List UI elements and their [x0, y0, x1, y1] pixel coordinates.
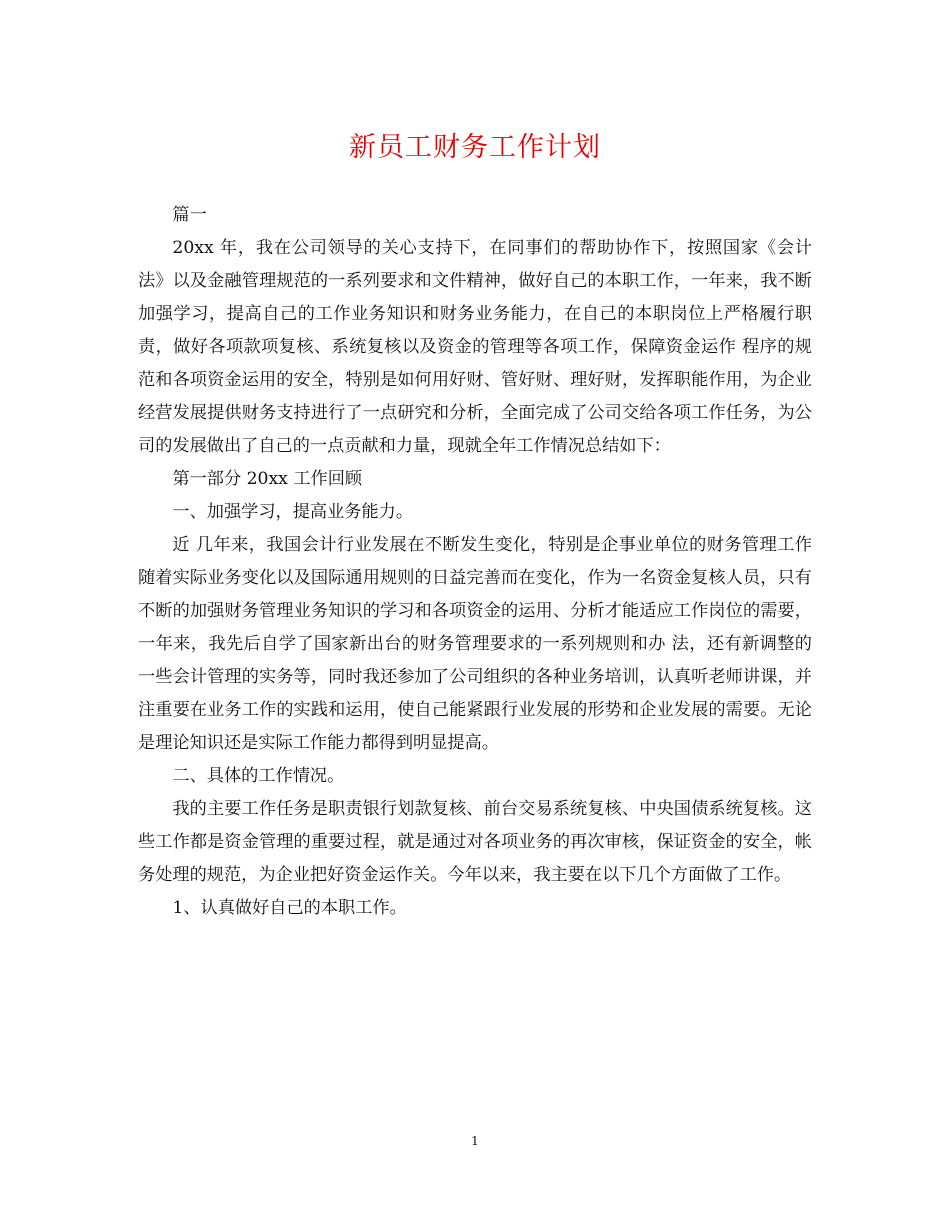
- part-heading: 第一部分 20xx 工作回顾: [172, 469, 363, 489]
- document-body: [138, 199, 812, 925]
- section-label: 篇一: [172, 205, 207, 225]
- document-title: 新员工财务工作计划: [349, 132, 601, 163]
- study-paragraph: 近 几年来，我国会计行业发展在不断发生变化，特别是企事业单位的财务管理工作随着实际业务变化以及国际通用规则的日益完善而在变化，作为一名资金复核人员，只有不断的加强财务管理业务知识的学习和各项资金的运用、分析才能适应工作岗位的需要，一年来，我先后自学了国家新出台的财务管理要求的一系列规则和办 法，还有新调整的一些会计管理的实务等，同时我还参加了公司组织的各种业务培训，认真听老师讲课，并注重要在业务工作的实践和运用，使自己能紧跟行业发展的形势和企业发展的需要。无论是理论知识还是实际工作能力都得到明显提高。: [138, 535, 812, 753]
- subheading-work: 二、具体的工作情况。: [172, 766, 345, 786]
- work-paragraph: 我的主要工作任务是职责银行划款复核、前台交易系统复核、中央国债系统复核。这些工作都是资金管理的重要过程，就是通过对各项业务的再次审核，保证资金的安全，帐务处理的规范，为企业把好资金运作关。今年以来，我主要在以下几个方面做了工作。: [138, 799, 812, 885]
- page-number: 1: [471, 1134, 479, 1148]
- intro-paragraph: 20xx 年，我在公司领导的关心支持下，在同事们的帮助协作下，按照国家《会计法》以及金融管理规范的一系列要求和文件精神，做好自己的本职工作，一年来，我不断加强学习，提高自己的工作业务知识和财务业务能力，在自己的本职岗位上严格履行职责，做好各项款项复核、系统复核以及资金的管理等各项工作，保障资金运作 程序的规范和各项资金运用的安全，特别是如何用好财、管好财、理好财，发挥职能作用，为企业经营发展提供财务支持进行了一点研究和分析，全面完成了公司交给各项工作任务，为公司的发展做出了自己的一点贡献和力量，现就全年工作情况总结如下：: [138, 238, 812, 456]
- subheading-study: 一、加强学习，提高业务能力。: [172, 502, 414, 522]
- list-item-duty: 1、认真做好自己的本职工作。: [172, 898, 407, 918]
